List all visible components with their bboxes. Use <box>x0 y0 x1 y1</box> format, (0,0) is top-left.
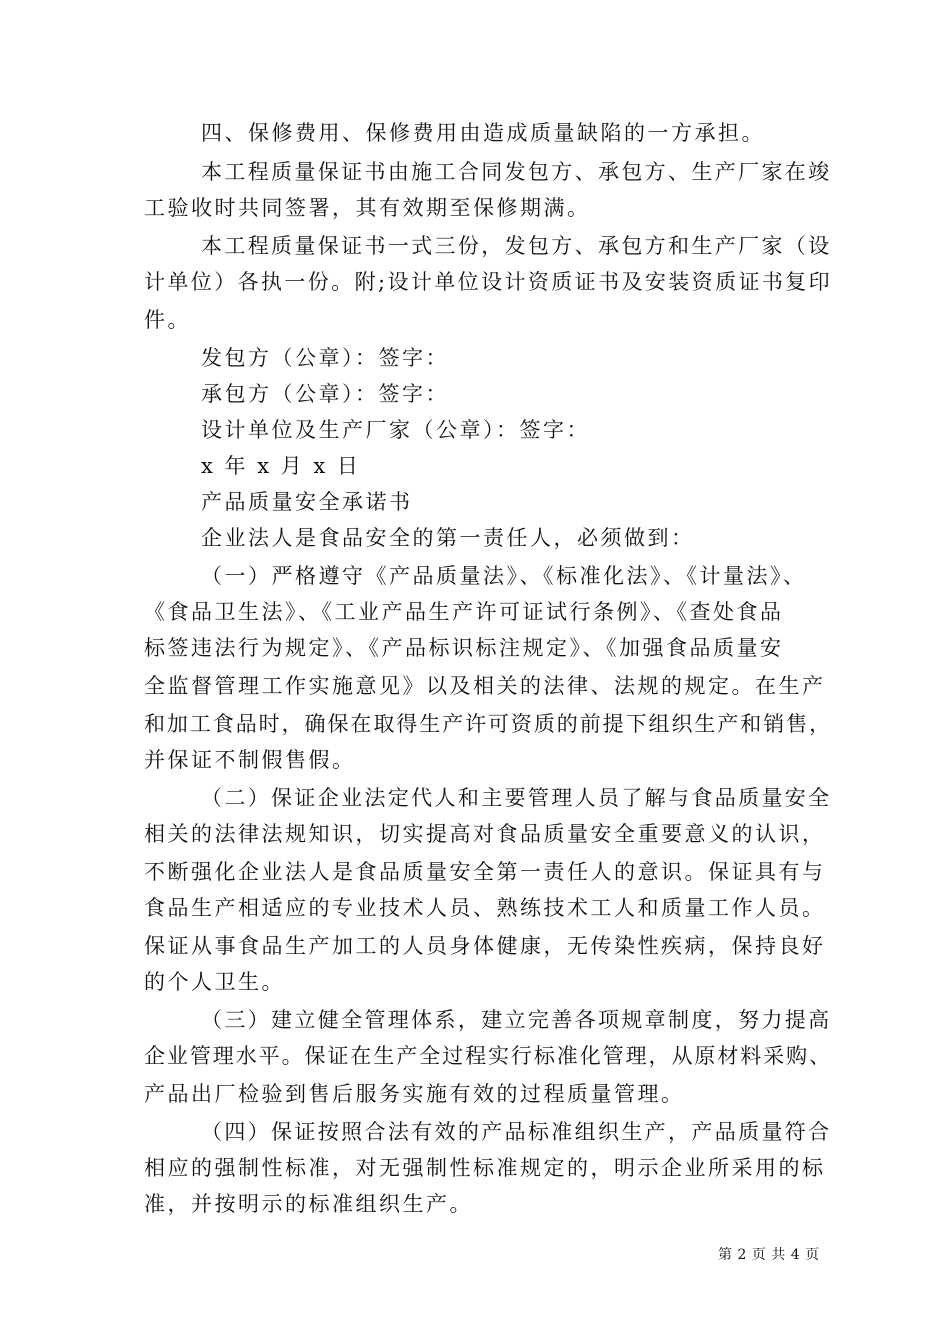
text-line: 食品生产相适应的专业技术人员、熟练技术工人和质量工作人员。 <box>144 896 826 920</box>
text-line: 产品出厂检验到售后服务实施有效的过程质量管理。 <box>144 1082 685 1106</box>
text-line: 不断强化企业法人是食品质量安全第一责任人的意识。保证具有与 <box>144 860 826 884</box>
text-line: 企业管理水平。保证在生产全过程实行标准化管理，从原材料采购、 <box>144 1044 832 1068</box>
text-line: 件。 <box>144 308 191 332</box>
doc-title: 产品质量安全承诺书 <box>201 490 413 514</box>
text-line: 并保证不制假售假。 <box>144 748 356 772</box>
text-line: 四、保修费用、保修费用由造成质量缺陷的一方承担。 <box>201 121 765 145</box>
text-line: 计单位）各执一份。附;设计单位设计资质证书及安装资质证书复印 <box>144 270 833 294</box>
text-line: 设计单位及生产厂家（公章）：签字： <box>201 418 590 442</box>
text-line: （四）保证按照合法有效的产品标准组织生产，产品质量符合 <box>201 1120 832 1144</box>
text-line: 保证从事食品生产加工的人员身体健康，无传染性疾病，保持良好 <box>144 934 826 958</box>
text-line: 承包方（公章）：签字： <box>201 382 449 406</box>
page-number: 第 2 页 共 4 页 <box>718 1247 820 1263</box>
text-line: 本工程质量保证书一式三份，发包方、承包方和生产厂家（设 <box>201 234 832 258</box>
text-line: （三）建立健全管理体系，建立完善各项规章制度，努力提高 <box>201 1008 832 1032</box>
text-line: 相关的法律法规知识，切实提高对食品质量安全重要意义的认识， <box>144 822 826 846</box>
text-line: 《食品卫生法》、《工业产品生产许可证试行条例》、《查处食品 <box>144 600 784 624</box>
text-line: 发包方（公章）：签字： <box>201 346 449 370</box>
text-line: 相应的强制性标准，对无强制性标准规定的，明示企业所采用的标 <box>144 1156 826 1180</box>
text-line: 企业法人是食品安全的第一责任人，必须做到： <box>201 526 695 550</box>
text-line: 标签违法行为规定》、《产品标识标注规定》、《加强食品质量安 <box>144 636 784 660</box>
text-line: （二）保证企业法定代人和主要管理人员了解与食品质量安全 <box>201 786 832 810</box>
text-line: 全监督管理工作实施意见》以及相关的法律、法规的规定。在生产 <box>144 674 826 698</box>
text-line: 工验收时共同签署，其有效期至保修期满。 <box>144 196 591 220</box>
text-line: （一）严格遵守《产品质量法》、《标准化法》、《计量法》、 <box>201 564 807 588</box>
text-line: 的个人卫生。 <box>144 970 285 994</box>
text-line: x 年 x 月 x 日 <box>201 454 361 478</box>
text-line: 本工程质量保证书由施工合同发包方、承包方、生产厂家在竣 <box>201 160 832 184</box>
text-line: 和加工食品时，确保在取得生产许可资质的前提下组织生产和销售， <box>144 712 832 736</box>
text-line: 准，并按明示的标准组织生产。 <box>144 1192 473 1216</box>
